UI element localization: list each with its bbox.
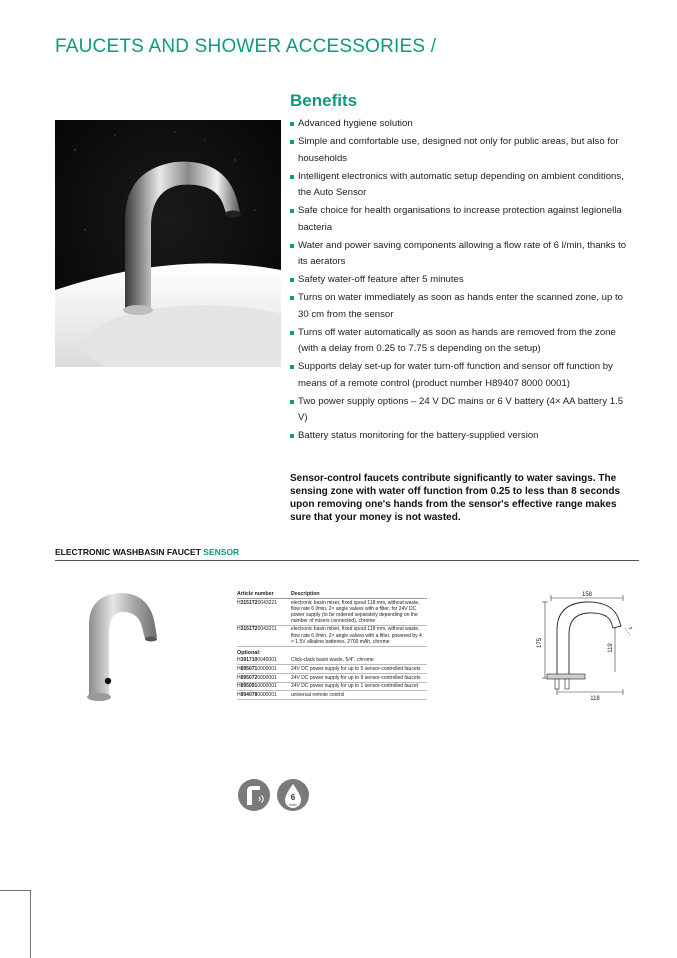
sensor-faucet-icon <box>238 779 270 811</box>
feature-icons <box>237 777 317 818</box>
dim-top-label: 158 <box>581 592 593 598</box>
benefit-item: Supports delay set-up for water turn-off function and sensor off function by means of a remote control (product number H89407 8000 0001) <box>290 359 635 392</box>
benefit-item: Intelligent electronics with automatic setup depending on ambient conditions, the Auto Sensor <box>290 169 635 202</box>
article-description: 24V DC power supply for up to 5 sensor-controlled faucets <box>291 665 427 674</box>
table-row <box>237 599 427 626</box>
article-description: electronic basin mixer, fixed spout 118 mm, without waste, flow rate 6 l/min, 2× angle valves with a filter, for 24V DC power supply (to be ordered separately depending on the number of mixers connected), chrome <box>291 599 427 626</box>
technical-drawing <box>535 588 645 703</box>
article-description: 24V DC power supply for up to 1 sensor-controlled faucet <box>291 682 427 691</box>
sensor-angle-mark: ⊾ <box>627 624 635 631</box>
benefit-item: Two power supply options – 24 V DC mains or 6 V battery (4× AA battery 1.5 V) <box>290 394 635 427</box>
summary-paragraph: Sensor-control faucets contribute significantly to water savings. The sensing zone with water off function from 0.25 to less than 8 seconds upon removing one's hands from the sensor's effective range makes sure that your money is not wasted. <box>290 473 621 523</box>
article-number: H8950720000001 <box>237 674 291 683</box>
table-row <box>237 625 427 646</box>
product-photo <box>75 585 175 705</box>
table-row <box>237 691 427 700</box>
optional-label: Optional: <box>237 649 261 656</box>
table-row <box>237 674 427 683</box>
flow-rate-icon <box>277 779 309 811</box>
spec-table <box>237 591 427 700</box>
benefits-list <box>290 116 635 446</box>
article-number: H3151T20043221 <box>237 599 291 626</box>
flow-unit: l/min <box>289 803 297 807</box>
section-heading <box>55 547 639 561</box>
benefit-item: Simple and comfortable use, designed not only for public areas, but also for households <box>290 134 635 167</box>
table-row <box>237 657 427 665</box>
benefit-item: Battery status monitoring for the battery-supplied version <box>290 428 635 445</box>
page-edge-tab <box>0 890 31 958</box>
article-number: H3151T20043211 <box>237 625 291 646</box>
col-description-header: Description <box>291 591 427 599</box>
optional-label-row <box>237 646 427 657</box>
benefit-item: Turns on water immediately as soon as hands enter the scanned zone, up to 30 cm from the sensor <box>290 290 635 323</box>
table-row <box>237 665 427 674</box>
faucet-photo <box>55 120 281 367</box>
benefit-item: Safe choice for health organisations to increase protection against legionella bacteria <box>290 203 635 236</box>
article-number: H8940780000001 <box>237 691 291 700</box>
section-label: ELECTRONIC WASHBASIN FAUCET <box>55 547 201 557</box>
article-number: H3917100040001 <box>237 657 291 665</box>
flow-value: 6 <box>290 793 296 802</box>
benefit-item: Safety water-off feature after 5 minutes <box>290 272 635 289</box>
table-header-row <box>237 591 427 599</box>
section-accent: SENSOR <box>203 547 240 557</box>
table-row <box>237 682 427 691</box>
page-title: FAUCETS AND SHOWER ACCESSORIES / <box>55 36 437 57</box>
benefit-item: Water and power saving components allowing a flow rate of 6 l/min, thanks to its aerators <box>290 238 635 271</box>
article-description: electronic basin mixer, fixed spout 118 mm, without waste, flow rate 6 l/min, 2× angle valvea with a filter, powered by 4 × 1.5V alkaline batteries, 2700 mAh, chrome <box>291 625 427 646</box>
article-description: Click-clack basin waste, 5/4", chrome <box>291 657 427 665</box>
article-number: H8950710000001 <box>237 665 291 674</box>
dim-mid-label: 119 <box>608 643 614 653</box>
dim-bottom-label: 118 <box>590 696 600 702</box>
article-description: universal remote control <box>291 691 427 700</box>
col-article-header: Article number <box>237 591 291 599</box>
benefit-item: Advanced hygiene solution <box>290 116 635 133</box>
benefit-item: Turns off water automatically as soon as hands are removed from the zone (with a delay from 0.25 to 7.75 s depending on the setup) <box>290 325 635 358</box>
article-description: 24V DC power supply for up to 9 sensor-controlled faucets <box>291 674 427 683</box>
article-number: H8950910000001 <box>237 682 291 691</box>
benefits-heading: Benefits <box>290 91 358 110</box>
dim-left-label: 175 <box>537 637 543 649</box>
